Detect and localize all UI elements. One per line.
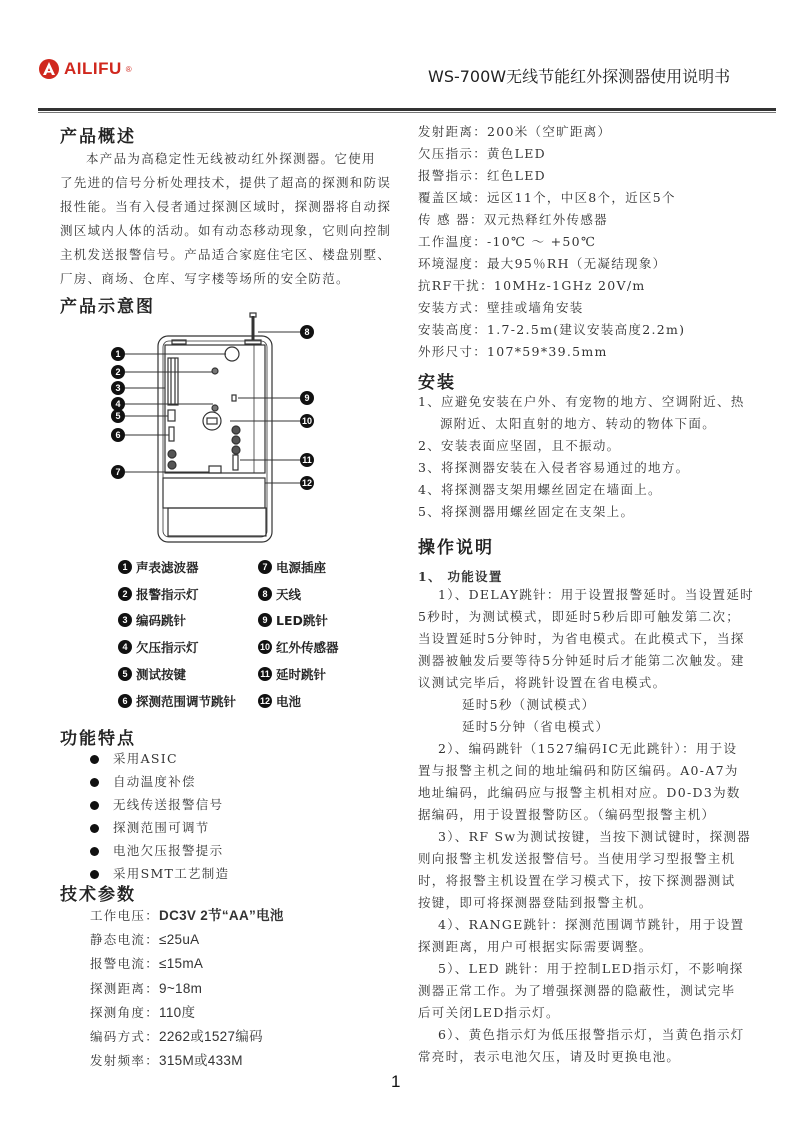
legend-item <box>258 558 326 576</box>
tech-value: 2262或1527编码 <box>159 1029 263 1045</box>
legend-label: LED跳针 <box>276 613 328 628</box>
tech-params <box>90 904 284 1073</box>
install-item: 2、安装表面应坚固，且不振动。 <box>418 438 621 453</box>
tech-row <box>90 904 284 928</box>
bullet-icon <box>90 801 99 810</box>
spec-item: 发射距离：200米（空旷距离） <box>418 124 612 139</box>
legend-number: 9 <box>258 613 272 627</box>
tech-key: 编码方式： <box>90 1029 160 1045</box>
operation-heading: 操作说明 <box>418 538 494 558</box>
callout-5: 5 <box>111 409 125 423</box>
power-socket <box>209 466 221 473</box>
delay-jumper <box>233 455 238 470</box>
op-line: 议测试完毕后，将跳针设置在省电模式。 <box>418 675 667 690</box>
install-item: 源附近、太阳直射的地方、转动的物体下面。 <box>440 416 717 431</box>
bullet-icon <box>90 870 99 879</box>
overview-line: 厂房、商场、仓库、写字楼等场所的安全防范。 <box>60 271 350 286</box>
tech-value: 9~18m <box>159 980 203 996</box>
spec-item: 抗RF干扰：10MHz-1GHz 20V/m <box>418 278 646 293</box>
legend-label: 探测范围调节跳针 <box>136 694 237 709</box>
tech-key: 探测距离： <box>90 980 160 996</box>
tech-value: 315M或433M <box>159 1053 243 1069</box>
features-list <box>90 747 229 885</box>
diagram-heading: 产品示意图 <box>60 297 155 317</box>
legend-item <box>118 558 199 576</box>
brand-name: AILIFU <box>64 59 122 78</box>
op-line: 3）、RF Sw为测试按键，当按下测试键时，探测器 <box>438 829 752 844</box>
install-item: 3、将探测器安装在入侵者容易通过的地方。 <box>418 460 690 475</box>
legend-item <box>118 665 186 683</box>
bullet-icon <box>90 778 99 787</box>
battery-2 <box>168 508 266 536</box>
tech-row <box>90 1001 284 1025</box>
tech-key: 工作电压： <box>90 908 160 923</box>
callout-3: 3 <box>111 381 125 395</box>
legend-item <box>258 585 301 603</box>
spec-item: 传 感 器：双元热释红外传感器 <box>418 212 608 227</box>
overview-line: 主机发送报警信号。产品适合家庭住宅区、楼盘别墅、 <box>60 247 392 262</box>
callout-12: 12 <box>301 478 312 488</box>
saw-filter <box>225 347 239 361</box>
overview-line: 报性能。当有入侵者通过探测区域时，探测器将自动探 <box>60 199 392 214</box>
battery-1 <box>163 478 265 508</box>
overview-heading: 产品概述 <box>60 127 136 147</box>
callout-11: 11 <box>300 453 314 467</box>
spec-item: 欠压指示：黄色LED <box>418 146 546 161</box>
op-line: 4）、RANGE跳针：探测范围调节跳针，用于设置 <box>438 917 745 932</box>
document-title: WS-700W无线节能红外探测器使用说明书 <box>428 67 731 86</box>
bullet-icon <box>90 824 99 833</box>
op-line: 地址编码，此编码应与报警主机相对应。D0-D3为数 <box>418 785 741 800</box>
op-line: 6）、黄色指示灯为低压报警指示灯，当黄色指示灯 <box>438 1027 745 1042</box>
callout-8: 8 <box>300 325 314 339</box>
range-jumper <box>169 427 174 441</box>
tech-value: 110度 <box>159 1004 196 1020</box>
legend-label: 电源插座 <box>276 560 327 575</box>
bullet-icon <box>90 847 99 856</box>
feature-item <box>90 770 229 793</box>
legend-item <box>118 611 186 629</box>
legend-number: 12 <box>259 696 270 706</box>
page-number: 1 <box>391 1072 401 1091</box>
callout-6: 6 <box>111 428 125 442</box>
legend-item <box>258 692 301 710</box>
legend-item <box>258 611 328 629</box>
legend-item <box>118 692 236 710</box>
tech-heading: 技术参数 <box>60 885 136 905</box>
tech-value: DC3V 2节“AA”电池 <box>159 908 284 923</box>
op-line: 时，将报警主机设置在学习模式下，按下探测器测试 <box>418 873 736 888</box>
low-voltage-led <box>212 405 218 411</box>
feature-item <box>90 793 229 816</box>
legend-label: 测试按键 <box>136 667 187 682</box>
led-jumper <box>232 395 236 401</box>
legend-label: 电池 <box>276 694 302 709</box>
spec-item: 工作温度：-10℃ ～ +50℃ <box>418 234 597 249</box>
legend-item <box>258 638 339 656</box>
legend-item <box>118 638 199 656</box>
tech-key: 探测角度： <box>90 1004 160 1020</box>
spec-list <box>418 121 685 363</box>
alarm-led <box>212 368 218 374</box>
callout-10: 10 <box>301 416 312 426</box>
tech-row <box>90 928 284 952</box>
callout-9: 9 <box>300 391 314 405</box>
tech-row <box>90 952 284 976</box>
spec-item: 安装方式：壁挂或墙角安装 <box>418 300 584 315</box>
op-line: 5秒时，为测试模式，即延时5秒后即可触发第二次； <box>418 609 741 624</box>
legend-label: 报警指示灯 <box>136 587 199 602</box>
feature-text: 电池欠压报警提示 <box>113 843 224 858</box>
feature-text: 探测范围可调节 <box>113 820 210 835</box>
feature-item <box>90 816 229 839</box>
op-line: 延时5分钟（省电模式） <box>462 719 610 734</box>
legend-number: 3 <box>118 613 132 627</box>
legend-number: 10 <box>259 642 270 652</box>
op-line: 据编码，用于设置报警防区。（编码型报警主机） <box>418 807 716 822</box>
overview-line: 测区域内人体的活动。如有动态移动现象，它则向控制 <box>60 223 392 238</box>
test-button <box>168 410 175 421</box>
registered-mark: ® <box>125 64 132 74</box>
tech-value: ≤25uA <box>159 932 200 948</box>
tech-row <box>90 1049 284 1073</box>
legend-label: 红外传感器 <box>276 640 339 655</box>
op-line: 测器被触发后要等待5分钟延时后才能第二次触发。建 <box>418 653 745 668</box>
callout-2: 2 <box>111 365 125 379</box>
callout-1: 1 <box>111 347 125 361</box>
tech-value: ≤15mA <box>159 956 204 972</box>
op-line: 探测距离，用户可根据实际需要调整。 <box>418 939 653 954</box>
overview-line: 了先进的信号分析处理技术，提供了超高的探测和防误 <box>60 175 392 190</box>
legend-label: 天线 <box>276 587 302 602</box>
callout-7: 7 <box>111 465 125 479</box>
op-line: 后可关闭LED指示灯。 <box>418 1005 560 1020</box>
feature-text: 无线传送报警信号 <box>113 797 224 812</box>
op-line: 延时5秒（测试模式） <box>462 697 596 712</box>
spec-item: 覆盖区域：远区11个，中区8个，近区5个 <box>418 190 676 205</box>
legend-label: 编码跳针 <box>136 613 187 628</box>
spec-item: 安装高度：1.7-2.5m(建议安装高度2.2m) <box>418 322 686 337</box>
install-item: 5、将探测器用螺丝固定在支架上。 <box>418 504 635 519</box>
spec-item: 报警指示：红色LED <box>418 168 546 183</box>
feature-text: 自动温度补偿 <box>113 774 196 789</box>
tech-key: 静态电流： <box>90 932 160 948</box>
op-line: 置与报警主机之间的地址编码和防区编码。A0-A7为 <box>418 763 739 778</box>
code-jumper-block <box>168 358 178 405</box>
spec-item: 环境湿度：最大95％RH（无凝结现象） <box>418 256 667 271</box>
legend-number: 6 <box>118 694 132 708</box>
pir-sensor <box>203 412 221 430</box>
op-line: 2）、编码跳针（1527编码IC无此跳针）：用于设 <box>438 741 738 756</box>
legend-number: 8 <box>258 587 272 601</box>
install-item: 1、应避免安装在户外、有宠物的地方、空调附近、热 <box>418 394 745 409</box>
legend-label: 声表滤波器 <box>136 560 199 575</box>
feature-item <box>90 747 229 770</box>
legend-item <box>118 585 199 603</box>
operation-text <box>418 584 758 1068</box>
op-line: 常亮时，表示电池欠压，请及时更换电池。 <box>418 1049 681 1064</box>
op-line: 当设置延时5分钟时，为省电模式。在此模式下，当探 <box>418 631 745 646</box>
feature-item <box>90 839 229 862</box>
legend-number: 1 <box>118 560 132 574</box>
tech-key: 报警电流： <box>90 956 160 972</box>
legend-number: 5 <box>118 667 132 681</box>
tech-row <box>90 1025 284 1049</box>
spec-item: 外形尺寸：107*59*39.5mm <box>418 344 608 359</box>
op-line: 5）、LED 跳针：用于控制LED指示灯，不影响探 <box>438 961 744 976</box>
overview-line: 本产品为高稳定性无线被动红外探测器。它使用 <box>86 151 376 166</box>
legend-number: 11 <box>258 667 272 681</box>
legend-number: 7 <box>258 560 272 574</box>
tech-row <box>90 977 284 1001</box>
tech-key: 发射频率： <box>90 1053 160 1069</box>
op-line: 按键，即可将探测器登陆到报警主机。 <box>418 895 653 910</box>
op-line: 1）、DELAY跳针：用于设置报警延时。当设置延时 <box>438 587 754 602</box>
legend-label: 延时跳针 <box>276 667 327 682</box>
features-heading: 功能特点 <box>60 729 136 749</box>
install-heading: 安装 <box>418 373 456 393</box>
legend-number: 2 <box>118 587 132 601</box>
op-line: 测器正常工作。为了增强探测器的隐蔽性，测试完毕 <box>418 983 736 998</box>
legend-number: 4 <box>118 640 132 654</box>
install-item: 4、将探测器支架用螺丝固定在墙面上。 <box>418 482 662 497</box>
feature-text: 采用SMT工艺制造 <box>113 866 230 881</box>
legend-item <box>258 665 326 683</box>
bullet-icon <box>90 755 99 764</box>
op-line: 则向报警主机发送报警信号。当使用学习型报警主机 <box>418 851 736 866</box>
callout-4: 4 <box>111 397 125 411</box>
feature-text: 采用ASIC <box>113 751 178 766</box>
function-settings-subheading: 1、 功能设置 <box>418 569 503 584</box>
legend-label: 欠压指示灯 <box>136 640 199 655</box>
install-list <box>418 391 745 523</box>
